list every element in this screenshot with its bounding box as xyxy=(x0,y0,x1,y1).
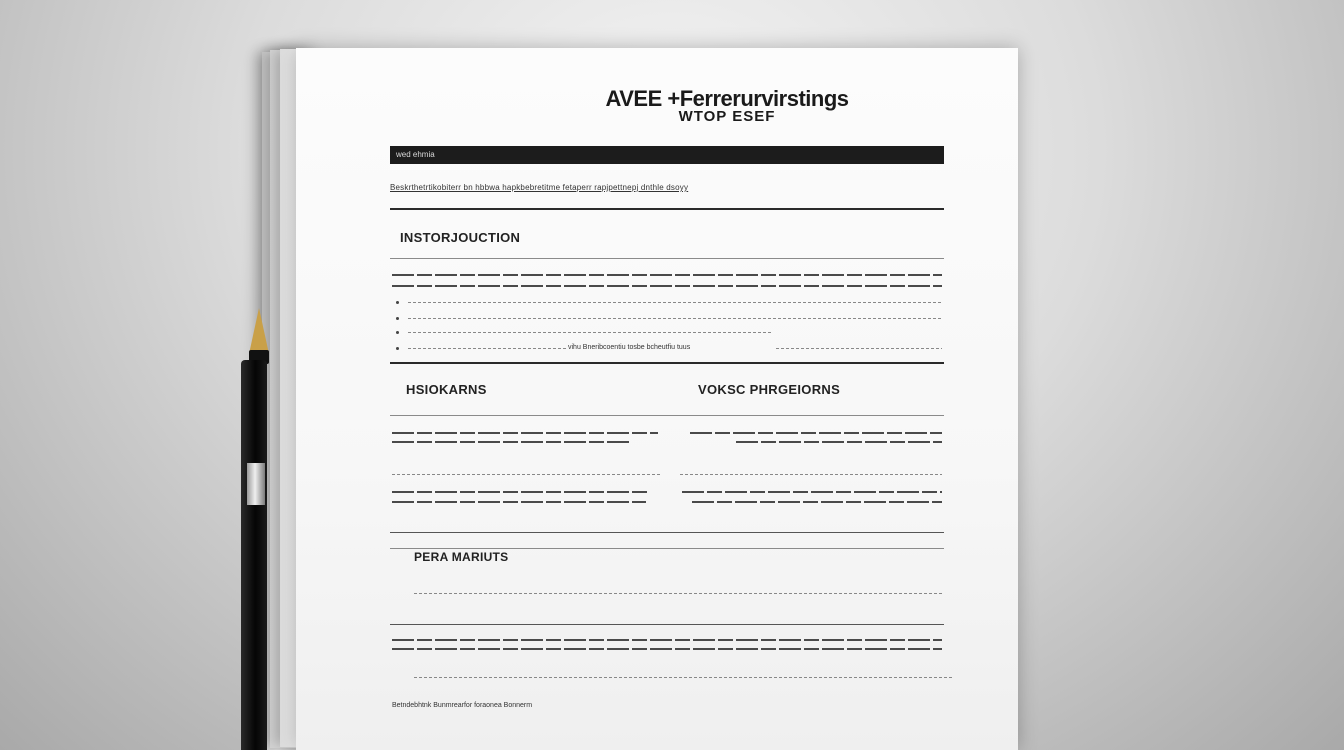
footer-text: Betndebhtnk Bunmrearfor foraonea Bonnerm xyxy=(392,702,533,709)
section-heading-right: VOKSC PHRGEIORNS xyxy=(698,382,841,397)
divider xyxy=(390,362,944,364)
byline: Beskrthetrtikobiterr bn hbbwa hapkbebretitme fetaperr rapjpettnepj dnthle dsoyy xyxy=(390,183,689,192)
text-line xyxy=(680,474,942,475)
bullet xyxy=(396,347,399,350)
bullet xyxy=(396,317,399,320)
document-page xyxy=(296,48,1018,750)
divider xyxy=(390,532,944,533)
text-line xyxy=(776,348,942,349)
text-line xyxy=(414,677,954,678)
section-heading-introduction: INSTORJOUCTION xyxy=(400,230,521,245)
text-line xyxy=(392,648,942,650)
text-line xyxy=(408,348,568,349)
text-line xyxy=(408,332,772,333)
text-line xyxy=(692,501,942,503)
text-line xyxy=(414,593,942,594)
pen-tip xyxy=(249,308,269,354)
divider xyxy=(390,208,944,210)
text-line xyxy=(408,318,942,319)
pen-ring xyxy=(247,463,265,505)
header-band: wed ehmia xyxy=(390,146,944,164)
divider xyxy=(390,258,944,259)
text-line xyxy=(392,274,942,276)
divider xyxy=(390,548,944,549)
section-heading-bottom: PERA MARIUTS xyxy=(414,550,509,564)
section-heading-left: HSIOKARNS xyxy=(406,382,487,397)
bullet xyxy=(396,301,399,304)
text-line xyxy=(736,441,942,443)
text-line xyxy=(392,501,646,503)
bullet xyxy=(396,331,399,334)
divider xyxy=(390,624,944,625)
text-line xyxy=(392,491,650,493)
document-title: AVEE +Ferrerurvirstings xyxy=(605,86,849,111)
text-line xyxy=(392,432,658,434)
divider xyxy=(390,415,944,416)
pen-body xyxy=(241,360,267,750)
text-line xyxy=(408,302,942,303)
text-line xyxy=(392,474,660,475)
text-line xyxy=(690,432,942,434)
intro-inline-text: vihu Bneribcoentiu tosbe bcheutfiu tuus xyxy=(568,344,691,351)
text-line xyxy=(392,639,942,641)
text-line xyxy=(682,491,942,493)
text-line xyxy=(392,285,942,287)
text-line xyxy=(392,441,630,443)
document-subtitle: WTOP ESEF xyxy=(678,108,776,125)
